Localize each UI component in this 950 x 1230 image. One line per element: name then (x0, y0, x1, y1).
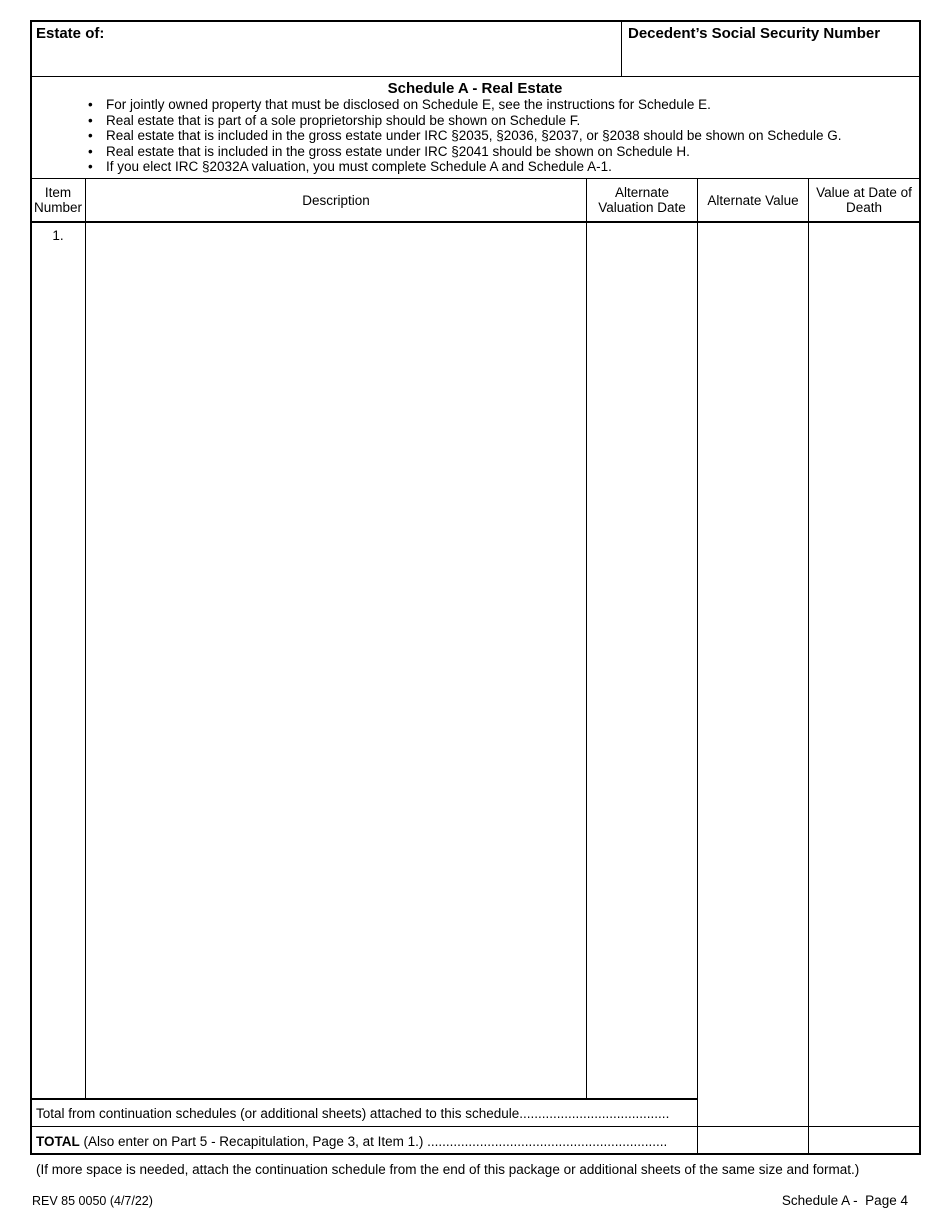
estate-of-field[interactable] (36, 45, 616, 73)
form-bottom-border (30, 1153, 921, 1155)
instructions-list (88, 97, 918, 175)
estate-of-label: Estate of: (36, 25, 105, 42)
total-bold-label: TOTAL (36, 1134, 80, 1149)
page-label-text: Schedule A - Page (781, 1193, 897, 1208)
value-at-death-field[interactable] (809, 223, 919, 1125)
totals-divider-line (30, 1126, 920, 1127)
ssn-field[interactable] (628, 45, 916, 73)
form-top-border (30, 20, 921, 22)
continuation-total-label: Total from continuation schedules (or additional sheets) attached to this schedule........................................ (36, 1106, 670, 1121)
form-right-border (919, 20, 921, 1155)
page-label (700, 1193, 908, 1208)
header-bottom-line (30, 76, 920, 77)
alt-value-field[interactable] (698, 223, 808, 1125)
description-field[interactable] (86, 223, 586, 1097)
col-header-alt-valuation-date: Alternate Valuation Date (598, 185, 686, 215)
col-header-description: Description (302, 192, 370, 208)
totals-top-line (30, 1098, 698, 1100)
total-label-text: (Also enter on Part 5 - Recapitulation, Page 3, at Item 1.) ................................................................ (79, 1134, 668, 1149)
col-header-value-at-death: Value at Date of Death (816, 185, 912, 215)
space-note: (If more space is needed, attach the continuation schedule from the end of this package or additional sheets of the same size and format.) (36, 1162, 860, 1177)
item-number-1: 1. (52, 228, 64, 243)
total-alt-value-field[interactable] (698, 1128, 808, 1153)
header-divider (621, 20, 622, 77)
form-id: REV 85 0050 (4/7/22) (32, 1194, 153, 1208)
instruction-item: • For jointly owned property that must be disclosed on Schedule E, see the instructions for Schedule E. (88, 97, 918, 113)
col-header-item-number: Item Number (33, 185, 82, 215)
page-number: 4 (900, 1193, 908, 1208)
total-value-at-death-field[interactable] (809, 1128, 919, 1153)
instruction-item: • If you elect IRC §2032A valuation, you must complete Schedule A and Schedule A-1. (88, 159, 918, 175)
ssn-label: Decedent’s Social Security Number (628, 25, 881, 42)
col-header-alt-value: Alternate Value (707, 192, 799, 208)
instruction-item: • Real estate that is included in the gross estate under IRC §2041 should be shown on Schedule H. (88, 144, 918, 160)
grand-total-label (36, 1134, 692, 1149)
instruction-item: • Real estate that is included in the gross estate under IRC §2035, §2036, §2037, or §2038 should be shown on Schedule G. (88, 128, 918, 144)
schedule-title: Schedule A - Real Estate (387, 80, 563, 97)
alt-valuation-date-field[interactable] (587, 223, 697, 1097)
instruction-item: • Real estate that is part of a sole proprietorship should be shown on Schedule F. (88, 113, 918, 129)
